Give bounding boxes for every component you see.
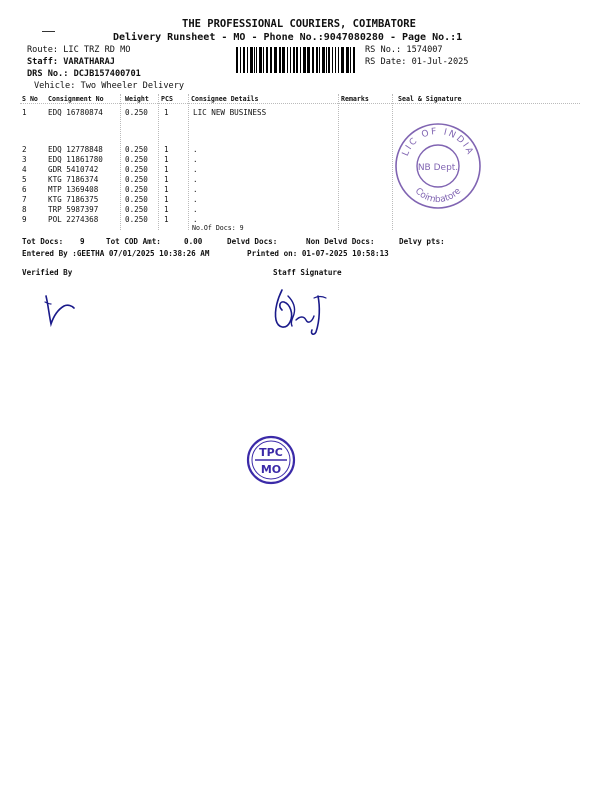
lic-seal-stamp bbox=[392, 120, 484, 212]
barcode-bar bbox=[332, 47, 333, 73]
col-header-sno: S No bbox=[22, 95, 38, 103]
cell-pcs: 1 bbox=[164, 145, 169, 154]
staff-signature bbox=[268, 286, 330, 338]
cell-consignee: . bbox=[193, 215, 198, 224]
cell-consignment: POL 2274368 bbox=[48, 215, 99, 224]
company-title: THE PROFESSIONAL COURIERS, COIMBATORE bbox=[182, 18, 416, 30]
cell-weight: 0.250 bbox=[125, 145, 148, 154]
runsheet-title: Delivery Runsheet - MO - Phone No.:9047080280 - Page No.:1 bbox=[113, 32, 463, 43]
barcode-bar bbox=[240, 47, 241, 73]
cell-consignee: . bbox=[193, 155, 198, 164]
cell-consignment: EDQ 16780874 bbox=[48, 108, 103, 117]
barcode-bar bbox=[322, 47, 325, 73]
barcode-bar bbox=[312, 47, 314, 73]
tpc-stamp-top: TPC bbox=[259, 446, 283, 459]
entered-by: Entered By :GEETHA 07/01/2025 10:38:26 AM bbox=[22, 249, 210, 258]
cell-weight: 0.250 bbox=[125, 108, 148, 117]
barcode-bar bbox=[254, 47, 255, 73]
cell-sno: 2 bbox=[22, 145, 27, 154]
cell-consignee: . bbox=[193, 165, 198, 174]
tot-docs-label: Tot Docs: bbox=[22, 237, 64, 246]
cell-weight: 0.250 bbox=[125, 205, 148, 214]
cell-sno: 5 bbox=[22, 175, 27, 184]
col-header-seal: Seal & Signature bbox=[398, 95, 462, 103]
cell-consignment: EDQ 12778848 bbox=[48, 145, 103, 154]
barcode-bar bbox=[326, 47, 327, 73]
cell-consignment: KTG 7186374 bbox=[48, 175, 99, 184]
cell-sno: 6 bbox=[22, 185, 27, 194]
tot-docs-value: 9 bbox=[80, 237, 85, 246]
seal-bottom-text: Coimbatore bbox=[412, 186, 464, 206]
barcode-bar bbox=[270, 47, 272, 73]
barcode-bar bbox=[335, 47, 336, 73]
cell-consignee: . bbox=[193, 195, 198, 204]
seal-top-text: LIC OF INDIA bbox=[400, 126, 476, 158]
barcode-bar bbox=[293, 47, 295, 73]
vehicle-text: Vehicle: Two Wheeler Delivery bbox=[34, 81, 185, 91]
barcode-bar bbox=[256, 47, 257, 73]
seal-middle-text: NB Dept. bbox=[417, 163, 459, 173]
cell-weight: 0.250 bbox=[125, 155, 148, 164]
cell-pcs: 1 bbox=[164, 185, 169, 194]
barcode-bar bbox=[266, 47, 268, 73]
cell-weight: 0.250 bbox=[125, 175, 148, 184]
cell-consignment: TRP 5987397 bbox=[48, 205, 99, 214]
delvd-docs-label: Delvd Docs: bbox=[227, 237, 278, 246]
cell-consignment: GDR 5410742 bbox=[48, 165, 99, 174]
rs-number: RS No.: 1574007 bbox=[365, 45, 443, 55]
barcode-bar bbox=[303, 47, 306, 73]
barcode-bar bbox=[236, 47, 238, 73]
cell-sno: 7 bbox=[22, 195, 27, 204]
barcode-bar bbox=[247, 47, 248, 73]
barcode-bar bbox=[290, 47, 291, 73]
runsheet-table bbox=[20, 94, 580, 230]
col-divider bbox=[188, 94, 189, 230]
staff-text: Staff: VARATHARAJ bbox=[27, 57, 115, 67]
cell-weight: 0.250 bbox=[125, 195, 148, 204]
cell-pcs: 1 bbox=[164, 205, 169, 214]
header-divider bbox=[20, 103, 580, 104]
barcode-bar bbox=[346, 47, 349, 73]
cell-pcs: 1 bbox=[164, 108, 169, 117]
cell-pcs: 1 bbox=[164, 155, 169, 164]
cell-pcs: 1 bbox=[164, 165, 169, 174]
barcode-bar bbox=[243, 47, 245, 73]
cell-consignee: . bbox=[193, 185, 198, 194]
barcode-bar bbox=[350, 47, 351, 73]
col-header-consignment: Consignment No bbox=[48, 95, 104, 103]
barcode-bar bbox=[250, 47, 253, 73]
barcode-bar bbox=[259, 47, 262, 73]
cell-pcs: 1 bbox=[164, 175, 169, 184]
barcode-image bbox=[236, 47, 358, 73]
barcode-bar bbox=[296, 47, 298, 73]
barcode-bar bbox=[263, 47, 264, 73]
rs-date: RS Date: 01-Jul-2025 bbox=[365, 57, 469, 67]
verified-by-label: Verified By bbox=[22, 268, 73, 277]
svg-text:Coimbatore bbox=[413, 186, 464, 205]
col-header-consignee: Consignee Details bbox=[191, 95, 259, 103]
col-header-weight: Weight bbox=[125, 95, 149, 103]
non-delvd-docs-label: Non Delvd Docs: bbox=[306, 237, 375, 246]
tpc-mo-stamp bbox=[245, 434, 297, 486]
col-divider bbox=[338, 94, 339, 230]
barcode-bar bbox=[279, 47, 281, 73]
cell-consignment: MTP 1369408 bbox=[48, 185, 99, 194]
barcode-bar bbox=[319, 47, 320, 73]
barcode-bar bbox=[287, 47, 288, 73]
barcode-bar bbox=[300, 47, 301, 73]
cell-weight: 0.250 bbox=[125, 165, 148, 174]
cell-pcs: 1 bbox=[164, 215, 169, 224]
cell-consignment: KTG 7186375 bbox=[48, 195, 99, 204]
cell-sno: 8 bbox=[22, 205, 27, 214]
col-header-remarks: Remarks bbox=[341, 95, 369, 103]
svg-text:LIC OF INDIA bbox=[401, 127, 475, 158]
cell-sno: 9 bbox=[22, 215, 27, 224]
barcode-bar bbox=[328, 47, 330, 73]
no-of-docs: No.Of Docs: 9 bbox=[192, 224, 244, 232]
drs-number: DRS No.: DCJB157400701 bbox=[27, 69, 141, 79]
cell-consignment: EDQ 11861780 bbox=[48, 155, 103, 164]
col-header-pcs: PCS bbox=[161, 95, 173, 103]
delvy-pts-label: Delvy pts: bbox=[399, 237, 445, 246]
barcode-bar bbox=[307, 47, 310, 73]
cell-sno: 1 bbox=[22, 108, 27, 117]
cell-pcs: 1 bbox=[164, 195, 169, 204]
barcode-bar bbox=[338, 47, 339, 73]
cell-sno: 4 bbox=[22, 165, 27, 174]
cell-weight: 0.250 bbox=[125, 215, 148, 224]
printed-on: Printed on: 01-07-2025 10:58:13 bbox=[247, 249, 389, 258]
barcode-bar bbox=[353, 47, 355, 73]
tot-cod-value: 0.00 bbox=[184, 237, 203, 246]
route-text: Route: LIC TRZ RD MO bbox=[27, 45, 131, 55]
cell-consignee: . bbox=[193, 205, 198, 214]
barcode-bar bbox=[282, 47, 285, 73]
cell-consignee: . bbox=[193, 145, 198, 154]
cell-consignee: LIC NEW BUSINESS bbox=[193, 108, 267, 117]
barcode-bar bbox=[316, 47, 318, 73]
cell-weight: 0.250 bbox=[125, 185, 148, 194]
cell-consignee: . bbox=[193, 175, 198, 184]
barcode-bar bbox=[274, 47, 277, 73]
tot-cod-label: Tot COD Amt: bbox=[106, 237, 161, 246]
staff-signature-label: Staff Signature bbox=[273, 268, 342, 277]
col-divider bbox=[120, 94, 121, 230]
tpc-stamp-bottom: MO bbox=[260, 463, 282, 476]
cell-sno: 3 bbox=[22, 155, 27, 164]
verified-signature bbox=[42, 292, 78, 330]
col-divider bbox=[158, 94, 159, 230]
top-dash bbox=[42, 31, 55, 32]
barcode-bar bbox=[341, 47, 344, 73]
